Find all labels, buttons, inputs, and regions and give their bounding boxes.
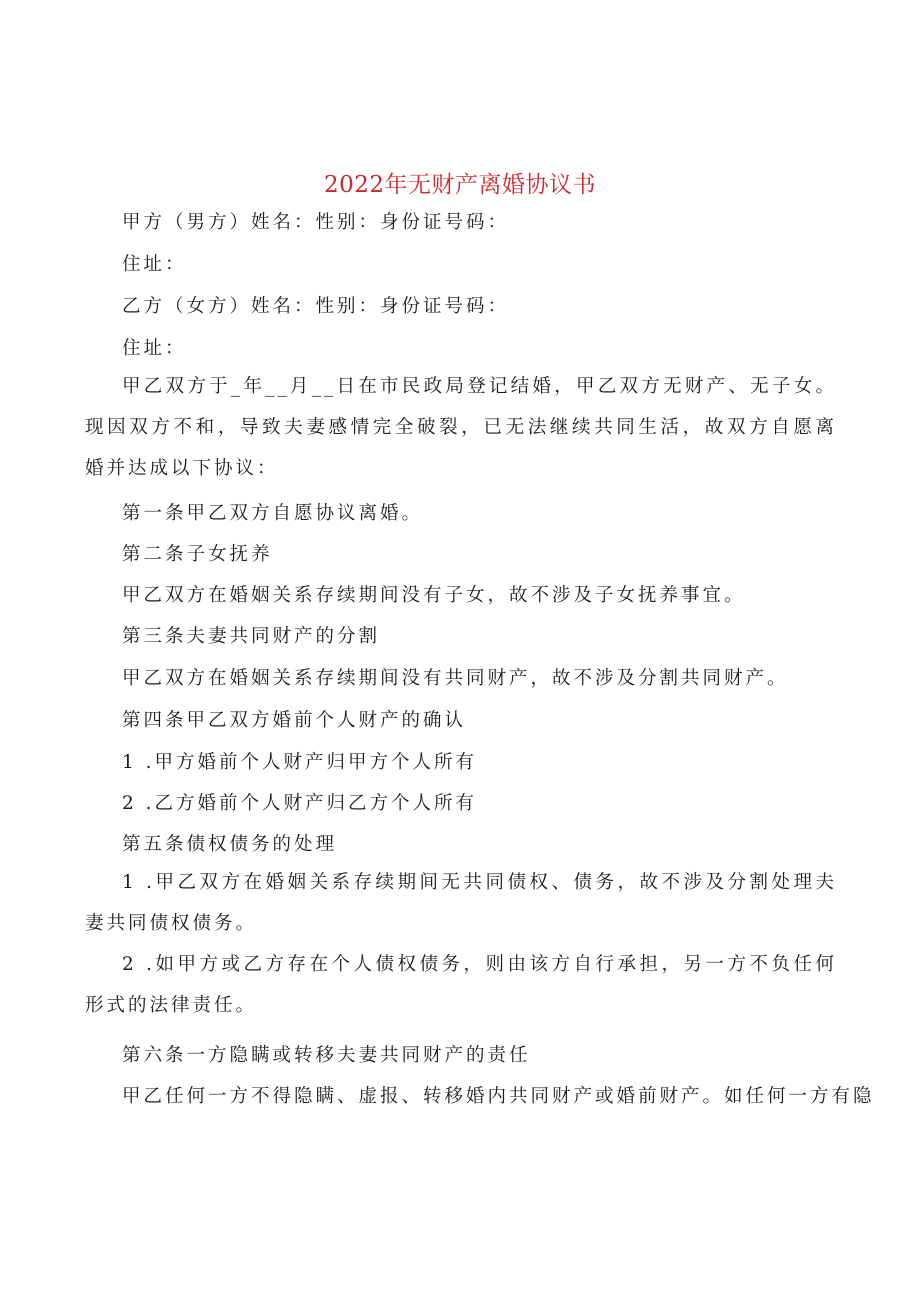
party-a-info: 甲方（男方）姓名：性别：身份证号码：	[122, 212, 510, 233]
article-3-body: 甲乙双方在婚姻关系存续期间没有共同财产，故不涉及分割共同财产。	[122, 668, 789, 689]
party-b-info: 乙方（女方）姓名：性别：身份证号码：	[122, 296, 510, 317]
article-6-heading: 第六条一方隐瞒或转移夫妻共同财产的责任	[122, 1045, 531, 1066]
article-2-heading: 第二条子女抚养	[122, 544, 273, 565]
article-6-body: 甲乙任何一方不得隐瞒、虚报、转移婚内共同财产或婚前财产。如任何一方有隐	[122, 1086, 875, 1107]
party-b-address: 住址：	[122, 338, 187, 359]
article-4-item-1: 1 .甲方婚前个人财产归甲方个人所有	[122, 752, 478, 773]
article-4-heading: 第四条甲乙双方婚前个人财产的确认	[122, 710, 467, 731]
article-1: 第一条甲乙双方自愿协议离婚。	[122, 503, 424, 524]
article-5-item-2: 2 .如甲方或乙方存在个人债权债务，则由该方自行承担，另一方不负任何形式的法律责任。	[85, 954, 837, 1016]
document-title: 2022年无财产离婚协议书	[323, 172, 597, 198]
article-3-heading: 第三条夫妻共同财产的分割	[122, 626, 381, 647]
party-a-address: 住址：	[122, 254, 187, 275]
intro-paragraph: 甲乙双方于_年__月__日在市民政局登记结婚，甲乙双方无财产、无子女。现因双方不和，导致夫妻感情完全破裂，已无法继续共同生活，故双方自愿离婚并达成以下协议：	[85, 376, 837, 479]
article-5-item-1: 1 .甲乙双方在婚姻关系存续期间无共同债权、债务，故不涉及分割处理夫妻共同债权债务。	[85, 872, 837, 934]
article-2-body: 甲乙双方在婚姻关系存续期间没有子女，故不涉及子女抚养事宜。	[122, 585, 746, 606]
article-5-heading: 第五条债权债务的处理	[122, 834, 338, 855]
article-4-item-2: 2 .乙方婚前个人财产归乙方个人所有	[122, 793, 478, 814]
